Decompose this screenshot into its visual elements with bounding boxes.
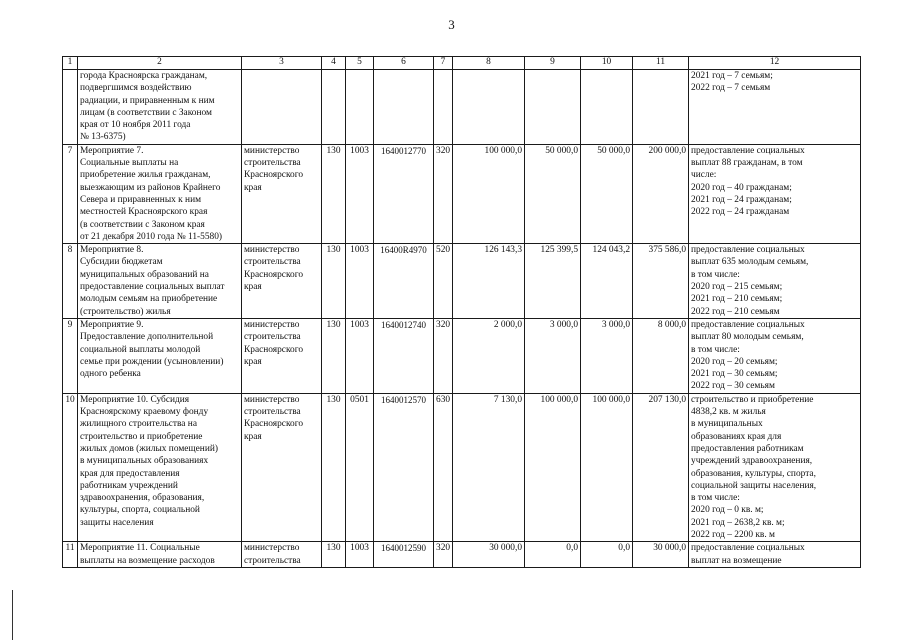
cell-line: в том числе: (691, 493, 740, 504)
cell-line: Мероприятие 8. (80, 245, 144, 256)
table-row (63, 144, 861, 243)
header-row (63, 57, 861, 70)
cell-line: Мероприятие 11. Социальные (80, 543, 200, 554)
cell-line: 2022 год – 7 семьям (691, 83, 771, 94)
program-table (62, 56, 861, 568)
cell-rzpr: 0501 (346, 393, 374, 542)
cell-grbs: 130 (322, 318, 346, 393)
cell-line: 2022 год – 30 семьям (691, 381, 775, 392)
table-row (63, 542, 861, 568)
cell-line: № 13-6375) (80, 132, 126, 143)
col-header: 2 (78, 57, 242, 70)
col-header: 7 (434, 57, 453, 70)
responsible-ministry (242, 244, 322, 319)
cell-line: Красноярского (244, 344, 304, 355)
row-number: 8 (63, 244, 78, 319)
cell-line: (строительство) жилья (80, 306, 171, 317)
cell-line: края (244, 356, 262, 367)
expected-result (689, 318, 861, 393)
cell-line: предоставление социальных (691, 145, 805, 156)
cell-line: Предоставление дополнительной (80, 332, 214, 343)
col-header: 9 (525, 57, 581, 70)
cell-line: Севера и приравненных к ним (80, 194, 202, 205)
responsible-ministry (242, 393, 322, 542)
cell-line: в муниципальных образованиях (80, 456, 209, 467)
cell-line: социальной защиты населения, (691, 480, 817, 491)
cell-line: числе: (691, 170, 717, 181)
table-row (63, 318, 861, 393)
cell-2022: 50 000,0 (581, 144, 633, 243)
table-row (63, 393, 861, 542)
cell-line: молодым семьям на приобретение (80, 294, 218, 305)
cell-2022: 0,0 (581, 542, 633, 568)
cell-vr: 520 (434, 244, 453, 319)
cell-2022: 124 043,2 (581, 244, 633, 319)
cell-line: 2020 год – 40 гражданам; (691, 182, 792, 193)
cell-grbs: 130 (322, 144, 346, 243)
cell-2021: 100 000,0 (525, 393, 581, 542)
cell-line: 2022 год – 2200 кв. м (691, 529, 775, 540)
cell-vr: 320 (434, 318, 453, 393)
cell-line: социальной выплаты молодой (80, 344, 201, 355)
cell-vr: 630 (434, 393, 453, 542)
cell-2020: 7 130,0 (453, 393, 525, 542)
cell-line: предоставление социальных (691, 543, 805, 554)
activity-name (78, 542, 242, 568)
cell-2020: 30 000,0 (453, 542, 525, 568)
cell-grbs: 130 (322, 244, 346, 319)
cell-2021: 3 000,0 (525, 318, 581, 393)
cell-line: выезжающим из районов Крайнего (80, 182, 221, 193)
col-header: 5 (346, 57, 374, 70)
expected-result (689, 244, 861, 319)
cell-line: выплат 88 гражданам, в том (691, 158, 803, 169)
cell-total: 375 586,0 (633, 244, 689, 319)
responsible-ministry (242, 144, 322, 243)
cell-line: радиации, и приравненным к ним (80, 95, 215, 106)
cell-line: местностей Красноярского края (80, 207, 208, 218)
col-header: 8 (453, 57, 525, 70)
cell-line: края (244, 431, 262, 442)
cell-line: министерство (244, 245, 300, 256)
cell-line: от 21 декабря 2010 года № 11-5580) (80, 231, 223, 242)
cell-line: выплат на возмещение (691, 555, 782, 566)
col-header: 1 (63, 57, 78, 70)
cell-grbs: 130 (322, 393, 346, 542)
cell-line: строительства (244, 332, 301, 343)
cell-2022: 3 000,0 (581, 318, 633, 393)
cell-line: Социальные выплаты на (80, 158, 179, 169)
col-header: 11 (633, 57, 689, 70)
cell-2021: 50 000,0 (525, 144, 581, 243)
cell-line: выплаты на возмещение расходов (80, 555, 215, 566)
cell-line: города Красноярска гражданам, (80, 71, 208, 81)
cell-line: культуры, спорта, социальной (80, 505, 200, 516)
cell-line: 2020 год – 215 семьям; (691, 282, 783, 293)
cell-line: защиты населения (80, 517, 154, 528)
cell-line: министерство (244, 319, 300, 330)
cell-line: Красноярского (244, 419, 304, 430)
cell-line: Красноярского (244, 170, 304, 181)
cell-line: образованиях края для (691, 431, 782, 442)
cell-line: подвергшимся воздействию (80, 83, 192, 94)
activity-name (78, 318, 242, 393)
cell-line: министерство (244, 543, 300, 554)
cell-line: края от 10 ноября 2011 года (80, 120, 191, 131)
cell-line: строительства (244, 555, 301, 566)
cell-line: строительство и приобретение (80, 431, 203, 442)
cell-line: Мероприятие 10. Субсидия (80, 394, 190, 405)
cell-line: строительства (244, 257, 301, 268)
table-row-continued (63, 70, 861, 145)
cell-line: края (244, 282, 262, 293)
cell-line: 2021 год – 30 семьям; (691, 369, 778, 380)
cell-line: приобретение жилья гражданам, (80, 170, 211, 181)
activity-name (78, 144, 242, 243)
cell-line: учреждений здравоохранения, (691, 456, 813, 467)
cell-line: министерство (244, 394, 300, 405)
activity-name (78, 70, 242, 145)
cell-2020: 100 000,0 (453, 144, 525, 243)
cell-line: выплат 80 молодым семьям, (691, 332, 804, 343)
cell-line: работникам учреждений (80, 480, 178, 491)
cell-line: жилищного строительства на (80, 419, 197, 430)
cell-line: здравоохранения, образования, (80, 493, 205, 504)
cell-total: 30 000,0 (633, 542, 689, 568)
row-number: 7 (63, 144, 78, 243)
cell-line: образования, культуры, спорта, (691, 468, 816, 479)
cell-line: предоставления работникам (691, 443, 804, 454)
cell-rzpr: 1003 (346, 144, 374, 243)
col-header: 3 (242, 57, 322, 70)
responsible-ministry (242, 542, 322, 568)
cell-line: предоставление социальных (691, 245, 805, 256)
cell-line: жилых домов (жилых помещений) (80, 443, 218, 454)
cell-line: семье при рождении (усыновлении) (80, 356, 224, 367)
responsible-ministry (242, 318, 322, 393)
cell-line: предоставление социальных выплат (80, 282, 225, 293)
cell-line: в том числе: (691, 269, 740, 280)
cell-total: 207 130,0 (633, 393, 689, 542)
expected-result (689, 70, 861, 145)
expected-result (689, 393, 861, 542)
row-number: 10 (63, 393, 78, 542)
cell-vr: 320 (434, 144, 453, 243)
cell-line: Субсидии бюджетам (80, 257, 163, 268)
cell-csr: 1640012740 (374, 318, 434, 393)
cell-rzpr: 1003 (346, 542, 374, 568)
cell-line: в муниципальных (691, 419, 763, 430)
cell-line: 2020 год – 20 семьям; (691, 356, 778, 367)
cell-2021: 125 399,5 (525, 244, 581, 319)
cell-csr: 16400R4970 (374, 244, 434, 319)
cell-line: строительства (244, 407, 301, 418)
cell-line: 2020 год – 0 кв. м; (691, 505, 764, 516)
col-header: 10 (581, 57, 633, 70)
cell-line: 2021 год – 2638,2 кв. м; (691, 517, 785, 528)
expected-result (689, 542, 861, 568)
cell-line: 2021 год – 24 гражданам; (691, 194, 792, 205)
cell-line: строительства (244, 158, 301, 169)
cell-line: министерство (244, 145, 300, 156)
activity-name (78, 244, 242, 319)
cell-grbs: 130 (322, 542, 346, 568)
cell-csr: 1640012770 (374, 144, 434, 243)
cell-line: Мероприятие 9. (80, 319, 144, 330)
cell-line: края (244, 182, 262, 193)
expected-result (689, 144, 861, 243)
cell-rzpr: 1003 (346, 244, 374, 319)
cell-rzpr: 1003 (346, 318, 374, 393)
table-row (63, 244, 861, 319)
cell-line: Мероприятие 7. (80, 145, 144, 156)
activity-name (78, 393, 242, 542)
cell-vr: 320 (434, 542, 453, 568)
col-header: 6 (374, 57, 434, 70)
cell-line: в том числе: (691, 344, 740, 355)
col-header: 12 (689, 57, 861, 70)
cell-2020: 126 143,3 (453, 244, 525, 319)
row-number: 9 (63, 318, 78, 393)
margin-line (12, 590, 13, 640)
cell-line: 2022 год – 24 гражданам (691, 207, 790, 218)
cell-line: предоставление социальных (691, 319, 805, 330)
cell-line: 4838,2 кв. м жилья (691, 407, 766, 418)
cell-line: выплат 635 молодым семьям, (691, 257, 809, 268)
cell-line: 2021 год – 210 семьям; (691, 294, 783, 305)
cell-line: строительство и приобретение (691, 394, 814, 405)
cell-line: муниципальных образований на (80, 269, 209, 280)
cell-line: (в соответствии с Законом края (80, 219, 205, 230)
cell-total: 8 000,0 (633, 318, 689, 393)
cell-csr: 1640012590 (374, 542, 434, 568)
row-number: 11 (63, 542, 78, 568)
cell-line: 2022 год – 210 семьям (691, 306, 780, 317)
col-header: 4 (322, 57, 346, 70)
cell-total: 200 000,0 (633, 144, 689, 243)
page-number: 3 (448, 17, 455, 32)
cell-line: Красноярскому краевому фонду (80, 407, 209, 418)
cell-csr: 1640012570 (374, 393, 434, 542)
cell-line: 2021 год – 7 семьям; (691, 71, 773, 81)
cell-2020: 2 000,0 (453, 318, 525, 393)
cell-2021: 0,0 (525, 542, 581, 568)
cell-line: одного ребенка (80, 369, 141, 380)
cell-line: края для предоставления (80, 468, 180, 479)
cell-line: Красноярского (244, 269, 304, 280)
cell-line: лицам (в соответствии с Законом (80, 107, 212, 118)
cell-2022: 100 000,0 (581, 393, 633, 542)
